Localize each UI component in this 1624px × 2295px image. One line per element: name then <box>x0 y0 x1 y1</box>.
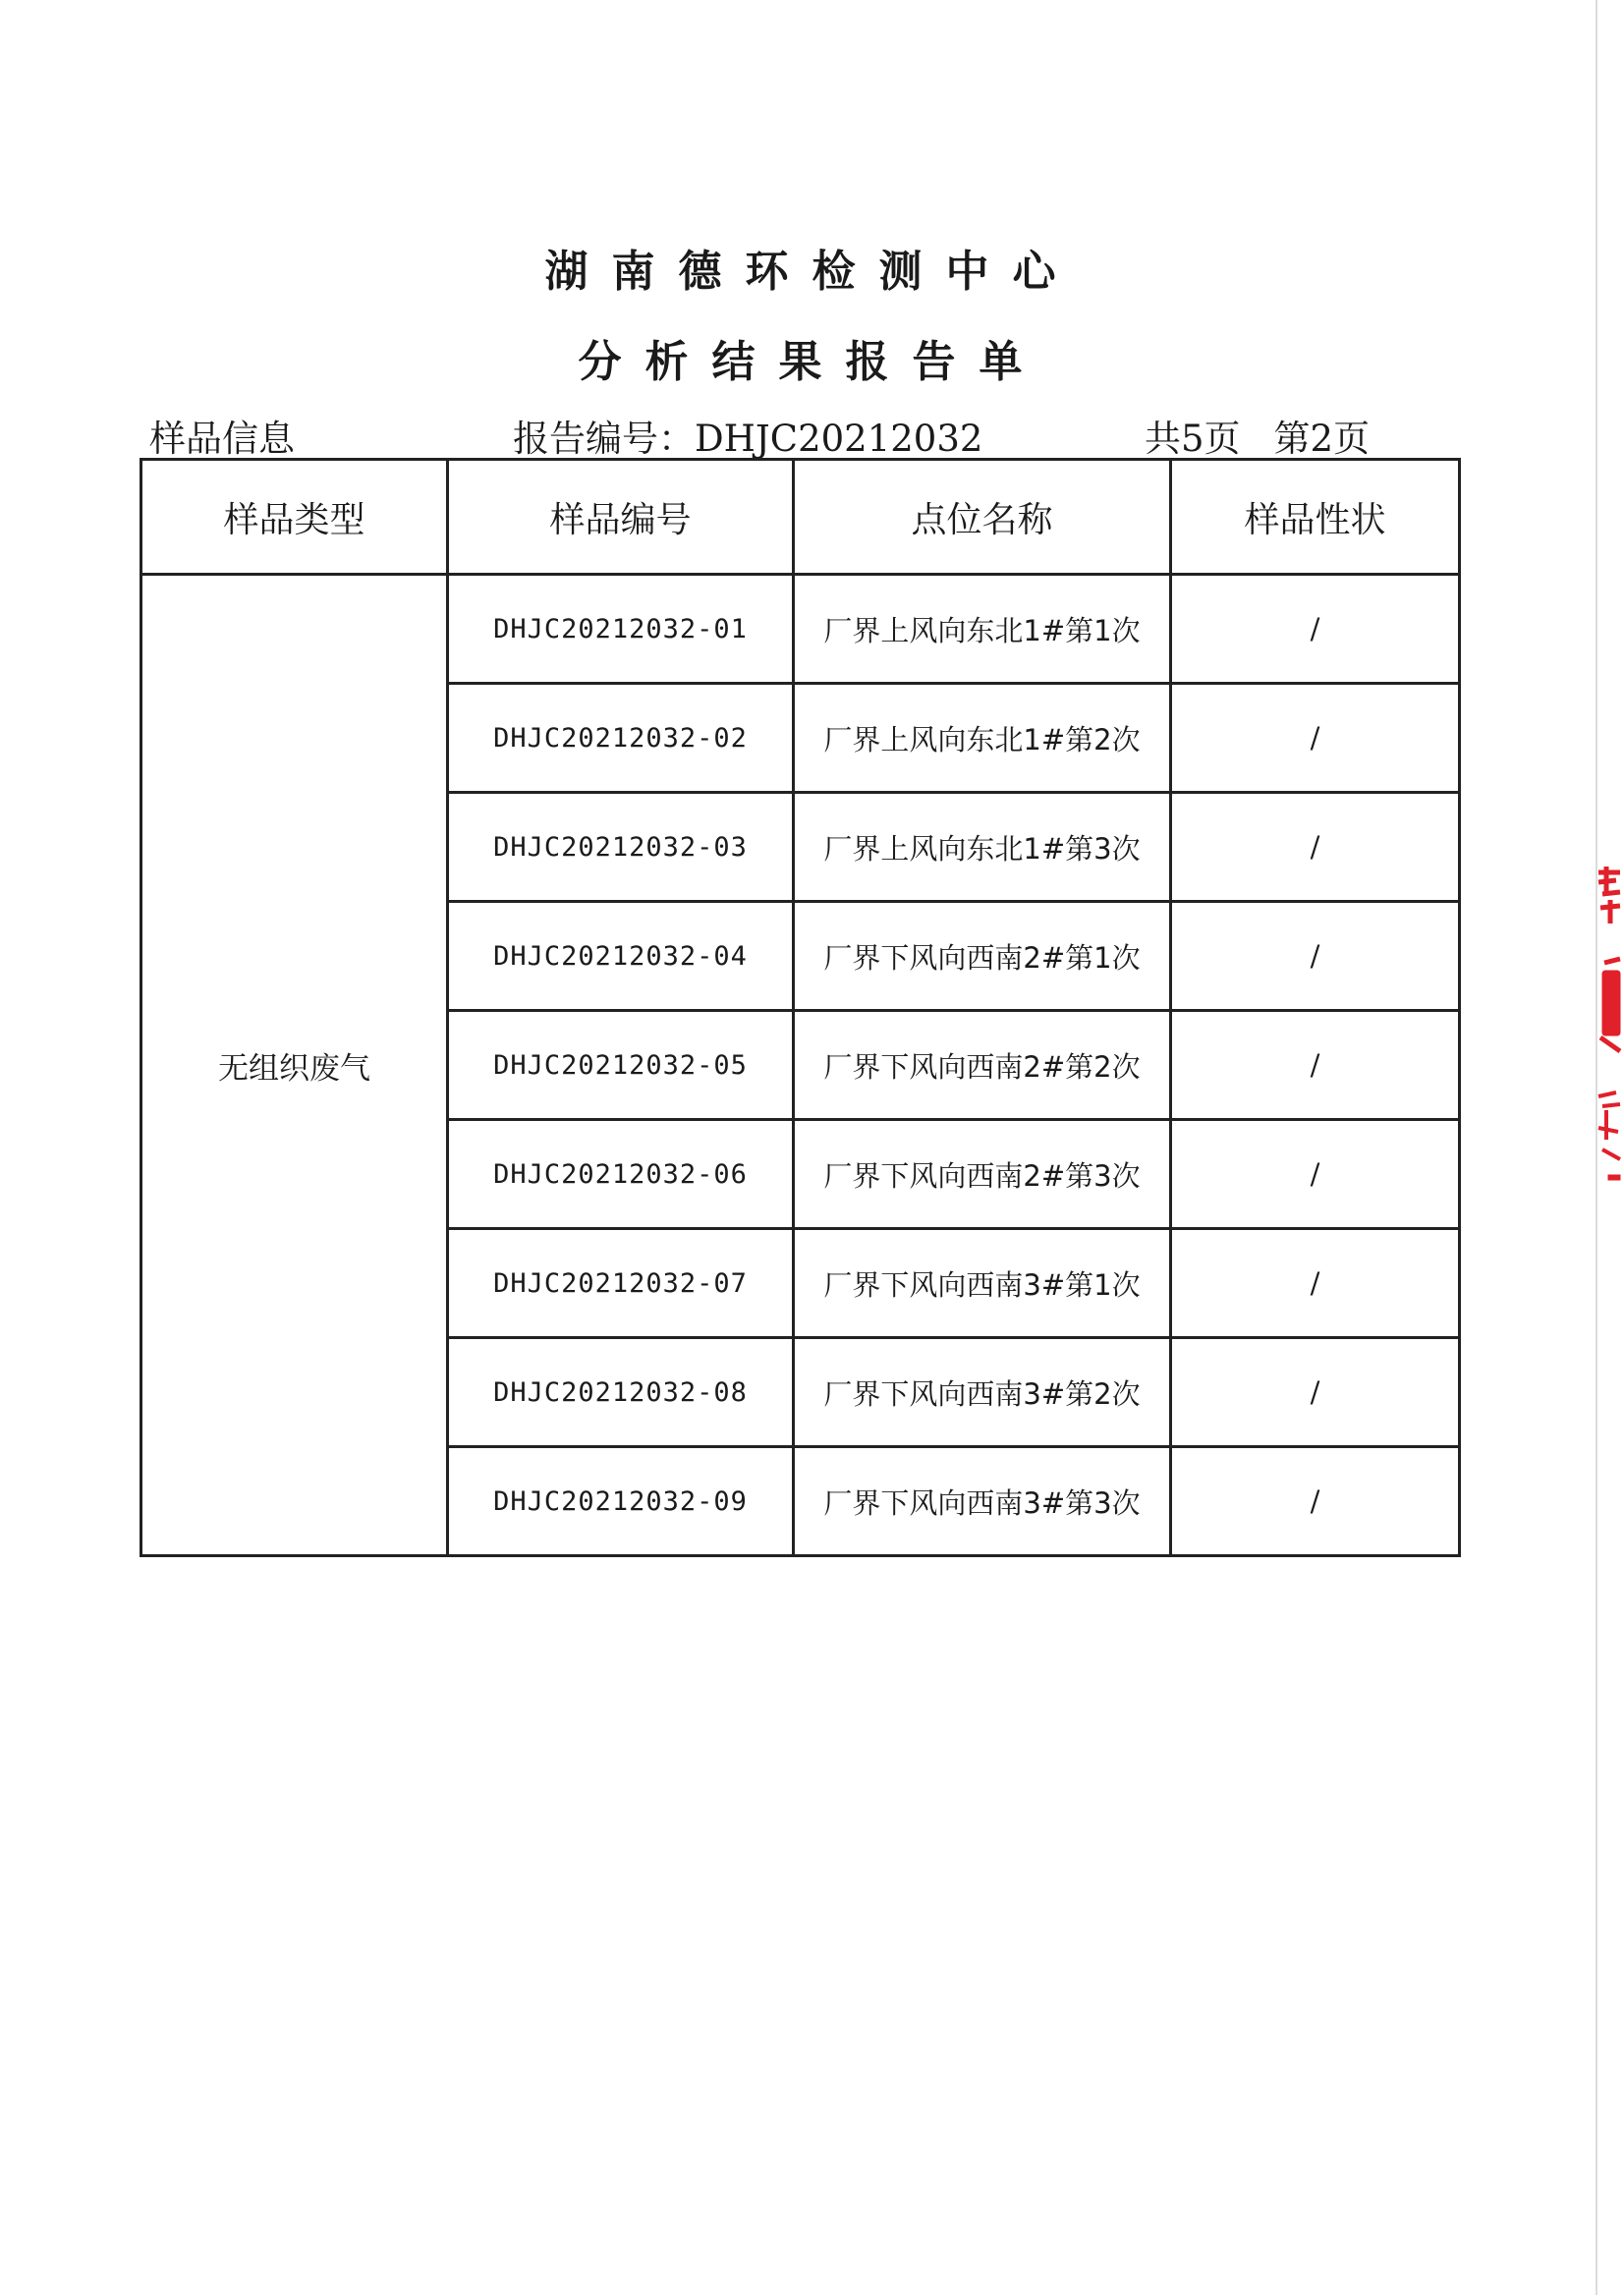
location-cell: 厂界下风向西南3#第3次 <box>794 1447 1171 1556</box>
sample-info-table <box>140 458 1461 1557</box>
report-number-label: 报告编号： <box>513 418 695 460</box>
sample-code-cell: DHJC20212032-01 <box>448 575 794 684</box>
property-cell: / <box>1171 1229 1460 1338</box>
property-cell: / <box>1171 793 1460 902</box>
section-label: 样品信息 <box>149 418 295 460</box>
table-header-row <box>141 460 1460 575</box>
sample-code-cell: DHJC20212032-07 <box>448 1229 794 1338</box>
sample-code-cell: DHJC20212032-06 <box>448 1120 794 1229</box>
sample-code-cell: DHJC20212032-08 <box>448 1338 794 1447</box>
current-page: 第2页 <box>1273 418 1371 460</box>
header-property: 样品性状 <box>1171 460 1460 575</box>
sample-code-cell: DHJC20212032-04 <box>448 902 794 1011</box>
property-cell: / <box>1171 1338 1460 1447</box>
header-sample-code: 样品编号 <box>448 460 794 575</box>
sample-type-cell: 无组织废气 <box>141 575 448 1556</box>
location-cell: 厂界上风向东北1#第2次 <box>794 684 1171 793</box>
report-number <box>513 409 982 462</box>
property-cell: / <box>1171 902 1460 1011</box>
sample-code-cell: DHJC20212032-03 <box>448 793 794 902</box>
red-seal-stamp <box>1577 865 1624 1189</box>
property-cell: / <box>1171 575 1460 684</box>
location-cell: 厂界下风向西南2#第3次 <box>794 1120 1171 1229</box>
property-cell: / <box>1171 1120 1460 1229</box>
page-indicator <box>1145 409 1403 462</box>
location-cell: 厂界下风向西南3#第2次 <box>794 1338 1171 1447</box>
header-location: 点位名称 <box>794 460 1171 575</box>
location-cell: 厂界下风向西南2#第2次 <box>794 1011 1171 1120</box>
location-cell: 厂界上风向东北1#第3次 <box>794 793 1171 902</box>
property-cell: / <box>1171 1447 1460 1556</box>
location-cell: 厂界下风向西南2#第1次 <box>794 902 1171 1011</box>
sample-code-cell: DHJC20212032-09 <box>448 1447 794 1556</box>
org-name: 湖南德环检测中心 <box>544 247 1080 297</box>
sample-code-cell: DHJC20212032-02 <box>448 684 794 793</box>
table-row <box>141 575 1460 684</box>
sample-code-cell: DHJC20212032-05 <box>448 1011 794 1120</box>
report-title: 分析结果报告单 <box>578 337 1046 387</box>
location-cell: 厂界上风向东北1#第1次 <box>794 575 1171 684</box>
property-cell: / <box>1171 684 1460 793</box>
property-cell: / <box>1171 1011 1460 1120</box>
seal-mark <box>1598 867 1620 1180</box>
location-cell: 厂界下风向西南3#第1次 <box>794 1229 1171 1338</box>
report-number-value: DHJC20212032 <box>695 418 983 460</box>
total-pages: 共5页 <box>1145 418 1241 460</box>
header-sample-type: 样品类型 <box>141 460 448 575</box>
